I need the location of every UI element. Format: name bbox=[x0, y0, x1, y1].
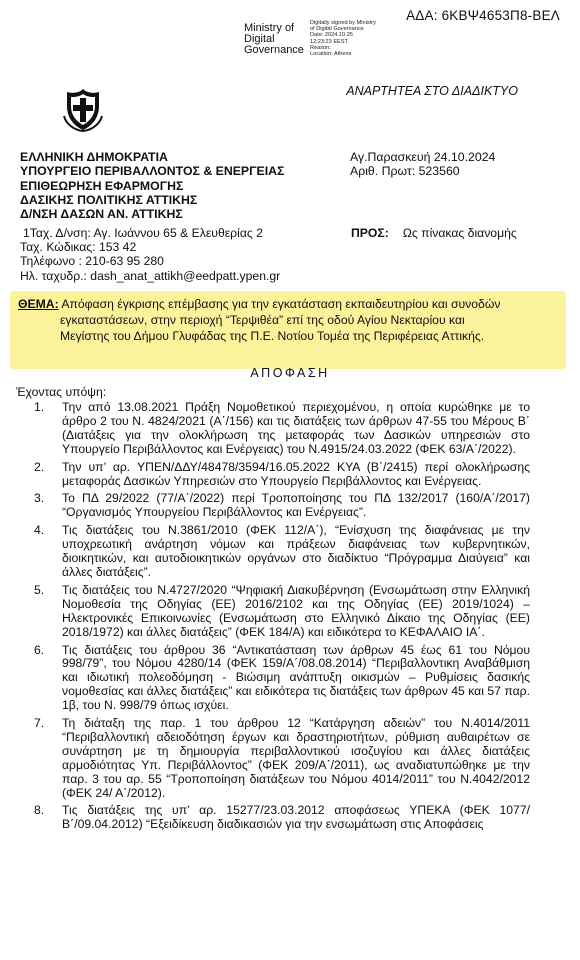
decision-title: ΑΠΟΦΑΣΗ bbox=[250, 366, 330, 380]
contact-address: 1Ταχ. Δ/νση: Αγ. Ιωάννου 65 & Ελευθερίας 2 Ταχ. Κώδικας: 153 42 Τηλέφωνο : 210-63 95 280 Ηλ. ταχυδρ.: dash_anat_attikh@eedpatt.ypen.gr bbox=[20, 226, 281, 283]
list-item: 7. Τη διάταξη της παρ. 1 του άρθρου 12 “Κατάργηση αδειών” του Ν.4014/2011 “Περιβαλλοντική αδειοδότηση έργων και δραστηριοτήτων, ρύθμιση αυθαιρέτων σε συνάρτηση με τη δημιουργία περιβαλλοντικού ισοζυγίου και άλλες διατάξεις αρμοδιότητας Υπ. Περιβάλλοντος” (ΦΕΚ 209/Α΄/2011), ως αναδιατυπώθηκε με την παρ. 3 του αρ. 55 “Τροποποίηση διατάξεων του Νόμου 4014/2011” του Ν.4042/2012 (ΦΕΚ 24/ Α΄/2012). bbox=[34, 716, 530, 800]
protocol-number: Αριθ. Πρωτ: 523560 bbox=[350, 164, 460, 179]
email-address: Ηλ. ταχυδρ.: dash_anat_attikh@eedpatt.ypen.gr bbox=[20, 268, 281, 283]
signature-organization: Ministry of Digital Governance bbox=[244, 22, 304, 56]
list-item: 3. Το ΠΔ 29/2022 (77/Α΄/2022) περί Τροποποίησης του ΠΔ 132/2017 (160/Α΄/2017) “Οργανισμός Υπουργείου Περιβάλλοντος και Ενέργειας”. bbox=[34, 491, 530, 520]
list-item: 1. Την από 13.08.2021 Πράξη Νομοθετικού περιεχομένου, η οποία κυρώθηκε με το άρθρο 2 του Ν. 4824/2021 (Α΄/156) και τις διατάξεις των άρθρων 47-55 του Μέρους Β΄ (Διατάξεις για την ολοκλήρωση της μεταφοράς των Δασικών υπηρεσιών στο Υπουργείο Περιβάλλοντος και Ενέργειας) του Ν.4915/24.03.2022 (ΦΕΚ 63/Α΄/2022). bbox=[34, 400, 530, 456]
list-item: 8. Τις διατάξεις της υπ’ αρ. 15277/23.03.2012 αποφάσεως ΥΠΕΚΑ (ΦΕΚ 1077/Β΄/09.04.2012) “Εξειδίκευση διαδικασιών για την ενσωμάτωση στις Αποφάσεις bbox=[34, 803, 530, 832]
document-date: Αγ.Παρασκευή 24.10.2024 bbox=[350, 150, 496, 164]
list-item: 4. Τις διατάξεις του Ν.3861/2010 (ΦΕΚ 112/Α΄), “Ενίσχυση της διαφάνειας με την υποχρεωτική ανάρτηση νόμων και πράξεων διαφάνειας των κυβερνητικών, διοικητικών, και αυτοδιοικητικών οργάνων στο διαδίκτυο “Πρόγραμμα Διαύγεια” και άλλες διατάξεις”. bbox=[34, 523, 530, 579]
recipient: ΠΡΟΣ: Ως πίνακας διανομής bbox=[351, 226, 517, 240]
considering-heading: Έχοντας υπόψη: bbox=[16, 385, 107, 399]
greek-coat-of-arms-icon bbox=[60, 86, 106, 132]
list-item: 5. Τις διατάξεις του Ν.4727/2020 “Ψηφιακή Διακυβέρνηση (Ενσωμάτωση στην Ελληνική Νομοθεσία της Οδηγίας (ΕΕ) 2016/2102 και της Οδηγίας (ΕΕ) 2019/1024) – Ηλεκτρονικές Επικοινωνίες (Ενσωμάτωση στο Ελληνικό Δίκαιο της Οδηγίας (ΕΕ) 2018/1972) και άλλες διατάξεις” (ΦΕΚ 184/Α) και ειδικότερα το ΚΕΦΑΛΑΙΟ ΙΑ΄. bbox=[34, 582, 530, 639]
list-item: 6. Τις διατάξεις του άρθρου 36 “Αντικατάσταση των άρθρων 45 έως 61 του Νόμου 998/79”, του Νόμου 4280/14 (ΦΕΚ 159/Α΄/08.08.2014) “Περιβαλλοντικη Αναβάθμιση και ιδιωτική πολεοδόμηση - Βιώσιμη ανάπτυξη οικισμών – Ρυθμίσεις δασικής νομοθεσίας και άλλες διατάξεις” και ειδικότερα τις διατάξεις των άρθρων 45 και 57 παρ. 1β, του Ν. 998/79 όπως ισχύει. bbox=[34, 642, 530, 713]
ada-code: ΑΔΑ: 6ΚΒΨ4653Π8-ΒΕΛ bbox=[406, 8, 560, 23]
signature-details: Digitally signed by Ministry of Digital Governance Date: 2024.10.25 12:23:23 EEST Reason: Location: Athens bbox=[310, 20, 376, 58]
public-notice: ΑΝΑΡΤΗΤΕΑ ΣΤΟ ΔΙΑΔΙΚΤΥΟ bbox=[346, 84, 518, 98]
issuing-authority: ΕΛΛΗΝΙΚΗ ΔΗΜΟΚΡΑΤΙΑ ΥΠΟΥΡΓΕΙΟ ΠΕΡΙΒΑΛΛΟΝΤΟΣ & ΕΝΕΡΓΕΙΑΣ ΕΠΙΘΕΩΡΗΣΗ ΕΦΑΡΜΟΓΗΣ ΔΑΣΙΚΗΣ ΠΟΛΙΤΙΚΗΣ ΑΤΤΙΚΗΣ Δ/ΝΣΗ ΔΑΣΩΝ ΑΝ. ΑΤΤΙΚΗΣ bbox=[20, 150, 285, 222]
subject-label: ΘΕΜΑ: bbox=[18, 297, 59, 311]
subject: ΘΕΜΑ: Απόφαση έγκρισης επέμβασης για την εγκατάσταση εκπαιδευτηρίου και συνοδών εγκαταστάσεων, στην περιοχή “Τερψιθέα” επί της οδού Αγίου Νεκταρίου και Μεγίστης του Δήμου Γλυφάδας της Π.Ε. Νοτίου Τομέα της Περιφέρειας Αττικής. bbox=[18, 297, 501, 343]
date-protocol bbox=[350, 150, 495, 179]
list-item: 2. Την υπ’ αρ. ΥΠΕΝ/ΔΔΥ/48478/3594/16.05.2022 ΚΥΑ (Β΄/2415) περί ολοκλήρωσης μεταφοράς Δασικών Υπηρεσιών στο Υπουργείο Περιβάλλοντος και Ενέργειας. bbox=[34, 459, 530, 488]
considerations-list bbox=[20, 401, 530, 836]
